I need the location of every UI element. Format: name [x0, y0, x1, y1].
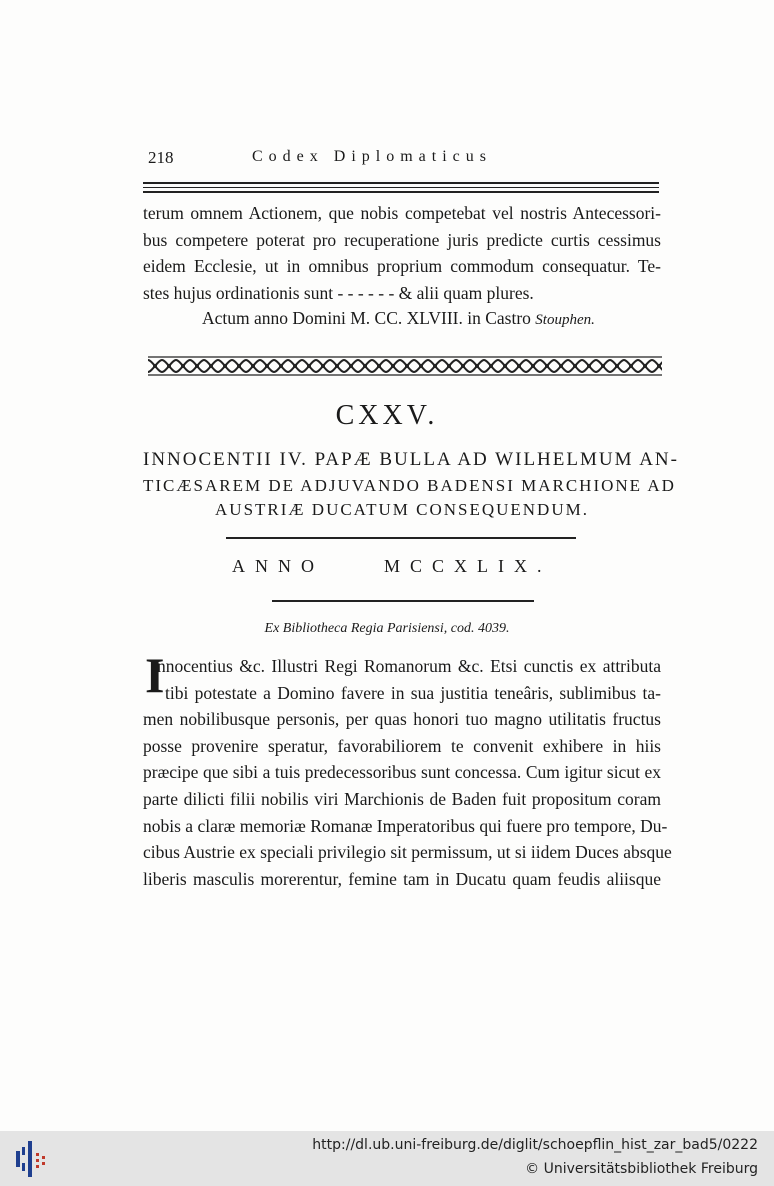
text-line: stes hujus ordinationis sunt - - - - - - & alii quam plures.: [143, 282, 534, 303]
header-rule: [143, 187, 659, 188]
text-line: nnocentius &c. Illustri Regi Romanorum &c. Etsi cunctis ex attributa: [157, 656, 661, 676]
document-heading-line: AUSTRIÆ DUCATUM CONSEQUENDUM.: [215, 500, 589, 519]
text-line: nobis a claræ memoriæ Romanæ Imperatoribus qui fuere pro tempore, Du-: [143, 815, 668, 836]
text-line: posse provenire speratur, favorabiliorem te convenit exhibere in hiis: [143, 735, 661, 756]
running-title: Codex Diplomaticus: [252, 148, 492, 165]
text-line: præcipe que sibi a tuis predecessoribus sunt concessa. Cum igitur sicut ex: [143, 762, 661, 783]
permalink-url[interactable]: http://dl.ub.uni-freiburg.de/diglit/schoepflin_hist_zar_bad5/0222: [312, 1137, 758, 1153]
body-text: [143, 647, 672, 892]
year-rule: [272, 600, 534, 602]
text-line: eidem Ecclesie, ut in omnibus proprium commodum consequatur. Te-: [143, 256, 661, 277]
header-rule: [143, 191, 659, 193]
page-number: 218: [148, 148, 174, 167]
text-line: bus competere poterat pro recuperatione juris predicte curtis cessimus: [143, 229, 661, 250]
header-rule: [143, 182, 659, 184]
drop-cap: I: [145, 647, 165, 703]
text-line: tibi potestate a Domino favere in sua justitia teneâris, sublimibus ta-: [165, 682, 661, 703]
ub-freiburg-logo-icon[interactable]: [8, 1139, 52, 1179]
viewer-footer: [0, 1131, 774, 1186]
text-line: liberis masculis morerentur, femine tam in Ducatu quam feudis aliisque: [143, 868, 661, 889]
continuation-text: [143, 200, 661, 306]
heading-rule: [226, 537, 576, 539]
document-heading-line: INNOCENTII IV. PAPÆ BULLA AD WILHELMUM AN-: [143, 449, 679, 470]
text-line: men nobilibusque personis, per quas honori tuo magno utilitatis fructus: [143, 709, 661, 730]
document-number: CXXV.: [335, 400, 439, 431]
copyright-notice: © Universitätsbibliothek Freiburg: [525, 1161, 758, 1177]
running-head: [148, 148, 660, 170]
anno-year: MCCXLIX.: [384, 556, 552, 576]
anno-label: ANNO: [232, 556, 324, 576]
text-line: cibus Austrie ex speciali privilegio sit permissum, ut si iidem Duces absque: [143, 842, 672, 863]
text-line: parte dilicti filii nobilis viri Marchionis de Baden fuit propositum coram: [143, 788, 661, 809]
text-line: terum omnem Actionem, que nobis competebat vel nostris Antecessori-: [143, 203, 661, 223]
source-citation: Ex Bibliotheca Regia Parisiensi, cod. 4039.: [264, 621, 510, 636]
actum-place: Stouphen.: [535, 312, 595, 328]
actum-text: Actum anno Domini M. CC. XLVIII. in Castro: [202, 308, 531, 328]
braided-ornament-divider: [148, 356, 662, 376]
document-heading-line: TICÆSAREM DE ADJUVANDO BADENSI MARCHIONE AD: [143, 476, 676, 495]
actum-line: [202, 308, 595, 329]
